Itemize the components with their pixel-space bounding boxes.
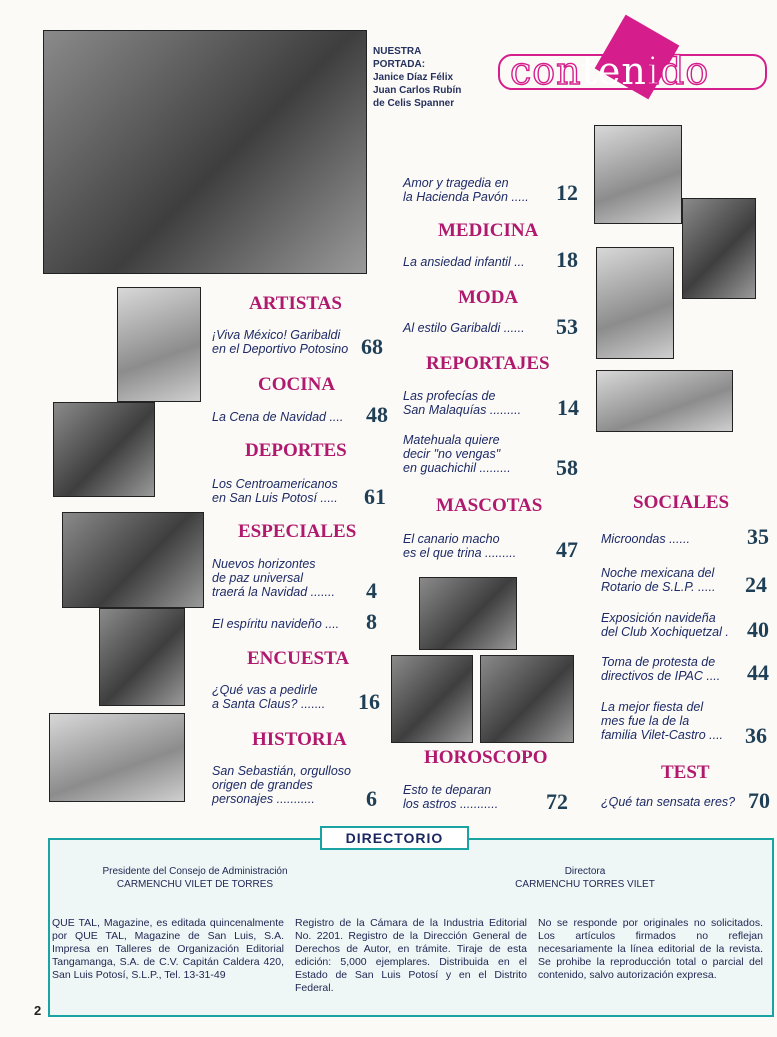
cover-photo [43,30,367,274]
toc-item[interactable] [601,611,729,639]
coins-photo [596,370,733,432]
toc-item[interactable]: Al estilo Garibaldi ...... [403,321,525,335]
director-block [480,865,690,891]
director-role: Directora [564,866,606,877]
toc-item-line: La mejor fiesta del [601,700,704,714]
logo-text-mid: ten [581,49,647,93]
toc-item[interactable] [403,433,511,475]
page-ref: 14 [557,395,579,420]
disclaimer-info: No se responde por originales no solicitados. Los artículos firmados no reflejan necesariamente la línea editorial de la revista. Se prohibe la reproducción total o parcial del contenido, salvo autorización expresa. [538,917,763,981]
toc-item-line: de paz universal [212,571,304,585]
logo-text [510,49,709,93]
cover-note-line: PORTADA: [373,59,426,70]
page-ref: 47 [556,537,578,562]
toc-item-line: Las profecías de [403,389,496,403]
directorio-title: DIRECTORIO [320,826,469,850]
toc-item-line: los astros ........... [403,797,499,811]
toc-item[interactable] [212,683,325,711]
toc-item-line: Toma de protesta de [601,655,716,669]
section-heading: HISTORIA [252,729,347,750]
toc-item-line: la Hacienda Pavón ..... [403,190,529,204]
toc-item-line: familia Vilet-Castro .... [601,728,724,742]
publisher-info: QUE TAL, Magazine, es editada quincenalmente por QUE TAL, Magazine de San Luis, S.A. Impresa en Talleres de Organización Editorial Tangamanga, S.A. de C.V. Capitán Caldera 420, San Luis Potosí, S.L.P., Tel. 13-31-49 [52,917,284,981]
page-ref: 16 [358,689,380,714]
toc-item[interactable] [403,532,516,560]
toc-item-line: es el que trina ......... [403,546,517,560]
page-number: 2 [34,1003,42,1018]
toc-item-line: Matehuala quiere [403,433,500,447]
toc-item-line: ¡Viva México! Garibaldi [212,328,341,342]
toc-item-line: traerá la Navidad ....... [212,585,335,599]
logo-text-right: ido [646,49,710,93]
toc-item-line: Noche mexicana del [601,566,715,580]
gate-photo [62,512,204,608]
logo-text-left: con [510,49,582,93]
director-name: CARMENCHU TORRES VILET [515,879,655,890]
kiosk-photo [49,713,185,802]
toc-item[interactable]: El espíritu navideño .... [212,617,340,631]
page-ref: 18 [556,247,578,272]
toc-item-line: en San Luis Potosí ..... [212,491,338,505]
toc-item[interactable] [601,655,720,683]
toc-item[interactable] [212,328,348,356]
couple-photo-left [53,402,155,497]
registry-info: Registro de la Cámara de la Industria Editorial No. 2201. Registro de la Dirección General de Derechos de Autor, en trámite. Tiraje de esta edición: 5,000 ejemplares. Distribuida en el Estado de San Luis Potosí y en el Distrito Federal. [295,917,527,994]
section-heading: ARTISTAS [249,293,342,314]
section-heading: HOROSCOPO [424,747,548,768]
page-ref: 35 [747,524,769,549]
page-ref: 48 [366,402,388,427]
toc-item-line: decir "no vengas" [403,447,501,461]
section-heading: ESPECIALES [238,521,357,542]
arcade-photo [596,247,674,359]
toc-item-line: personajes ........... [212,792,315,806]
toc-item-line: ¿Qué vas a pedirle [212,683,318,697]
toc-item-line: directivos de IPAC .... [601,669,721,683]
page-ref: 12 [556,180,578,205]
toc-item[interactable] [403,176,529,204]
boy-photo [99,608,185,706]
toc-item-line: en el Deportivo Potosino [212,342,349,356]
page-ref: 24 [745,572,767,597]
president-name: CARMENCHU VILET DE TORRES [116,879,274,890]
section-heading: ENCUESTA [247,648,350,669]
section-heading: MODA [458,287,519,308]
page-ref: 40 [747,617,769,642]
toc-item-line: a Santa Claus? ....... [212,697,326,711]
food-photo [117,287,201,402]
page-ref: 61 [364,484,386,509]
toc-item-line: San Sebastián, orgulloso [212,764,351,778]
section-heading: COCINA [258,374,336,395]
toc-item[interactable]: Microondas ...... [601,532,690,546]
toc-item-line: Exposición navideña [601,611,716,625]
toc-item-line: Esto te deparan [403,783,492,797]
section-heading: DEPORTES [245,440,347,461]
toc-item-line: El canario macho [403,532,500,546]
page-ref: 44 [747,660,769,685]
party-photo-1 [391,655,473,743]
page-ref: 53 [556,314,578,339]
toc-item-line: origen de grandes [212,778,313,792]
page-ref: 58 [556,455,578,480]
building-photo [594,125,682,224]
toc-item-line: mes fue la de la [601,714,690,728]
toc-item[interactable] [403,783,498,811]
section-heading: SOCIALES [633,492,730,513]
section-heading: TEST [661,762,710,783]
page-ref: 4 [366,578,377,603]
page-ref: 70 [748,788,770,813]
toc-item-line: del Club Xochiquetzal . [601,625,729,639]
toc-item-line: Rotario de S.L.P. ..... [601,580,716,594]
section-heading: REPORTAJES [426,353,550,374]
toc-item[interactable] [601,700,723,742]
woman-photo [419,577,517,650]
toc-item-line: Amor y tragedia en [403,176,509,190]
page-ref: 36 [745,723,767,748]
toc-item[interactable] [212,477,338,505]
page-ref: 68 [361,334,383,359]
toc-item[interactable] [212,764,351,806]
toc-item-line: Los Centroamericanos [212,477,338,491]
toc-item[interactable]: ¿Qué tan sensata eres? [601,795,736,809]
party-photo-2 [480,655,574,743]
cover-note [373,45,493,110]
page-ref: 72 [546,789,568,814]
cover-note-line: NUESTRA [373,46,422,57]
cover-note-line: Juan Carlos Rubín [373,85,462,96]
couple-photo-right [682,198,756,299]
cover-note-line: Janice Díaz Félix [373,72,454,83]
toc-item-line: Nuevos horizontes [212,557,316,571]
toc-item[interactable] [403,389,521,417]
contenido-logo [498,48,763,92]
toc-item[interactable] [212,557,335,599]
toc-item-line: en guachichil ......... [403,461,511,475]
cover-note-line: de Celis Spanner [373,98,455,109]
page-ref: 8 [366,609,377,634]
president-block [70,865,320,891]
section-heading: MEDICINA [438,220,539,241]
toc-item[interactable]: La ansiedad infantil ... [403,255,525,269]
toc-item[interactable] [601,566,715,594]
president-role: Presidente del Consejo de Administración [102,866,288,877]
section-heading: MASCOTAS [436,495,543,516]
toc-item-line: San Malaquías ......... [403,403,522,417]
page-ref: 6 [366,786,377,811]
toc-item[interactable]: La Cena de Navidad .... [212,410,344,424]
